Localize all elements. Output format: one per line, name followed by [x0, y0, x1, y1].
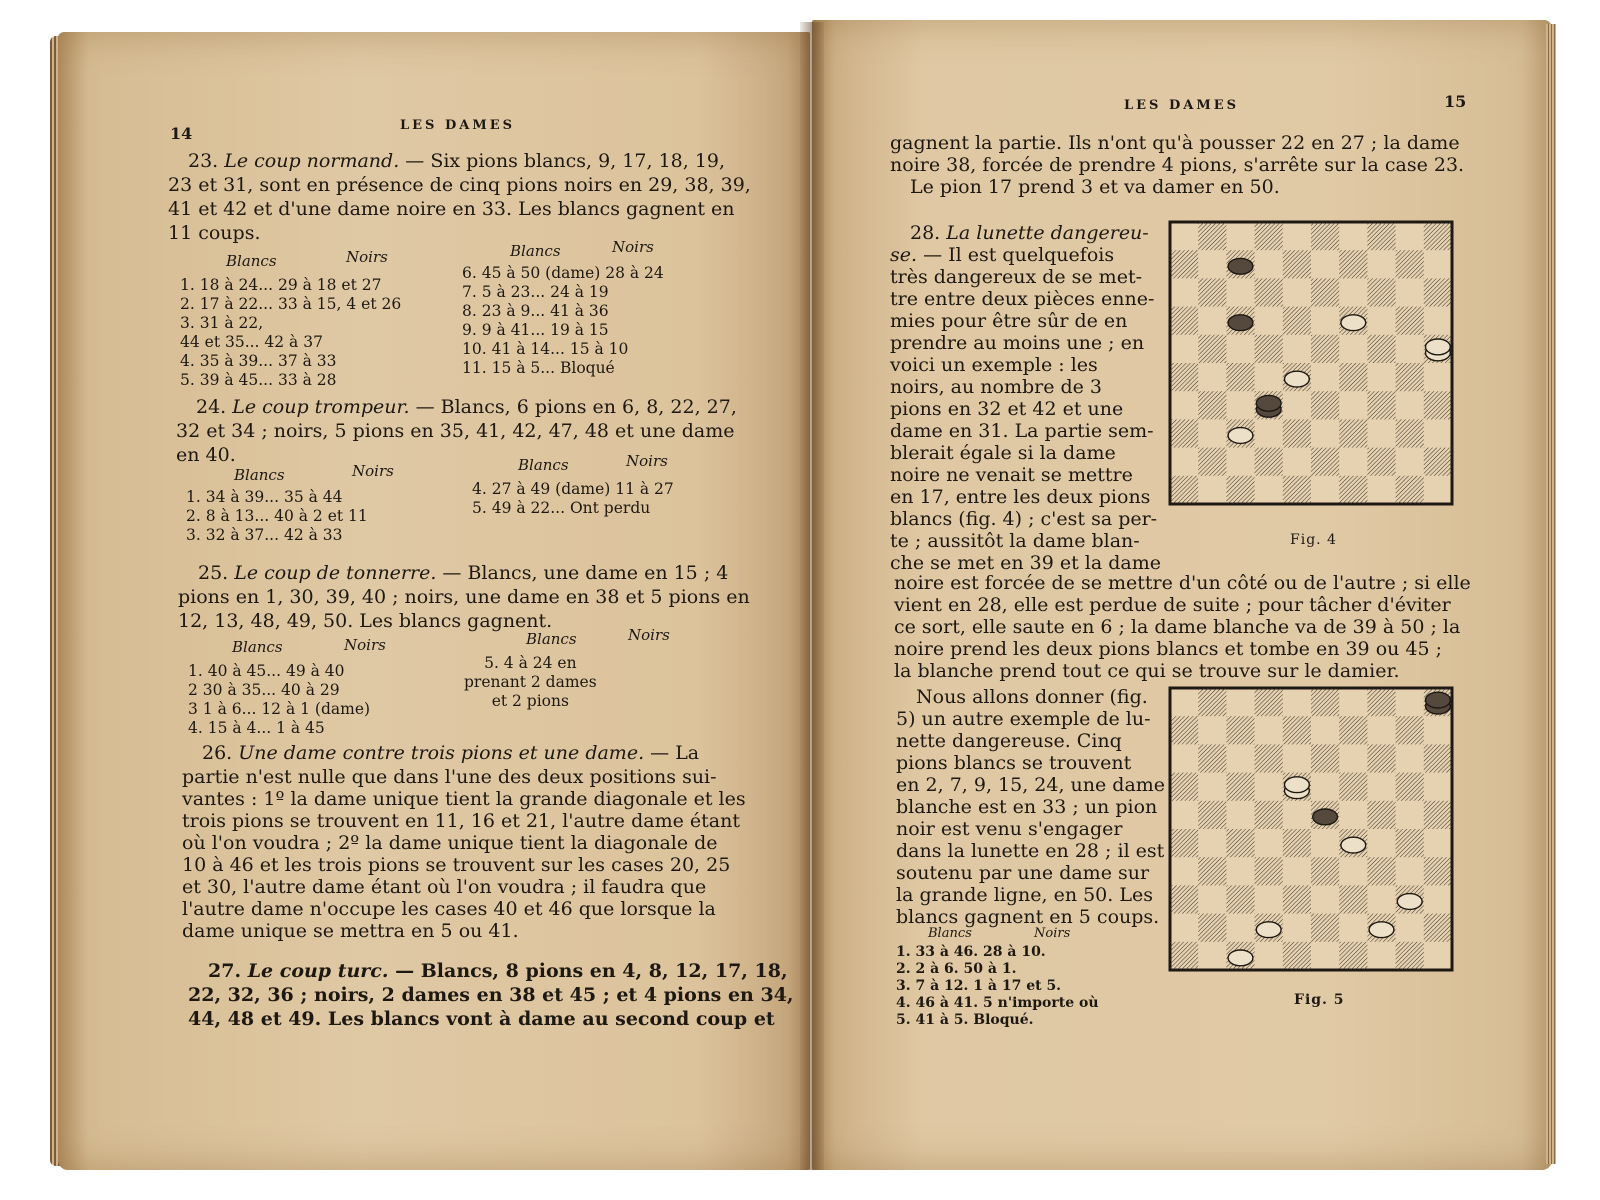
black-king-piece [1256, 395, 1281, 411]
s28-line1 [910, 222, 1149, 244]
s24-line2: 32 et 34 ; noirs, 5 pions en 35, 41, 42, 47, 48 et une dame [176, 420, 735, 442]
s24-move-1: 1. 34 à 39... 35 à 44 [186, 488, 343, 506]
fig5-moves [896, 944, 1099, 1029]
fig5-line-5: blanche est en 33 ; un pion [896, 796, 1158, 818]
s26-line2: partie n'est nulle que dans l'une des deux positions sui- [182, 766, 717, 788]
white-pawn-piece [1256, 922, 1281, 938]
s25-move-1: 1. 40 à 45... 49 à 40 [188, 662, 345, 680]
fig5-line-8: soutenu par une dame sur [896, 862, 1150, 884]
dark-square [1170, 419, 1198, 447]
s25-move-2: 2 30 à 35... 40 à 29 [188, 681, 340, 699]
dark-square [1424, 278, 1452, 306]
s28-narrow-0-text: — Il est quelquefois [923, 244, 1115, 266]
fig5-text [896, 686, 1165, 928]
s28-narrow-0 [890, 244, 1161, 266]
s25-move-5c: et 2 pions [491, 692, 569, 710]
s23-line3: 41 et 42 et d'une dame noire en 33. Les blancs gagnent en [168, 198, 735, 220]
s23-col-blancs-2: Blancs [510, 242, 561, 260]
s23-move-2: 2. 17 à 22... 33 à 15, 4 et 26 [180, 295, 402, 313]
s24-moves-right [472, 480, 674, 518]
s28-wide [894, 572, 1471, 682]
s23-move-8: 8. 23 à 9... 41 à 36 [462, 302, 609, 320]
s24-col-blancs: Blancs [234, 466, 285, 484]
s28-wide-4: la blanche prend tout ce qui se trouve sur le damier. [894, 660, 1400, 682]
s23-col-noirs: Noirs [346, 248, 388, 266]
black-king-piece [1425, 692, 1450, 708]
fig5-move-4: 4. 46 à 41. 5 n'importe où [896, 995, 1099, 1011]
dark-square [1424, 222, 1452, 250]
s25-line1 [198, 562, 728, 584]
s25-line3: 12, 13, 48, 49, 50. Les blancs gagnent. [178, 610, 553, 632]
right-page-number: 15 [1444, 92, 1467, 111]
fig5-move-3: 3. 7 à 12. 1 à 17 et 5. [896, 978, 1062, 994]
s23-number: 23. [188, 150, 219, 172]
s25-move-3: 3 1 à 6... 12 à 1 (dame) [188, 700, 371, 718]
s26-line1-rest: — La [644, 742, 700, 764]
s24-col-noirs: Noirs [352, 462, 394, 480]
s27-line2: 22, 32, 36 ; noirs, 2 dames en 38 et 45 ; et 4 pions en 34, [188, 984, 794, 1006]
dark-square [1283, 716, 1311, 744]
dark-square [1170, 942, 1198, 970]
dark-square [1311, 688, 1339, 716]
s23-col-noirs-2: Noirs [612, 238, 654, 256]
s28-narrow-10: noire ne venait se mettre [890, 464, 1133, 486]
s25-title: Le coup de tonnerre. [234, 562, 437, 584]
s23-line2: 23 et 31, sont en présence de cinq pions noirs en 29, 38, 39, [168, 174, 751, 196]
dark-square [1226, 885, 1254, 913]
s28-wide-2: ce sort, elle saute en 6 ; la dame blanche va de 39 à 50 ; la [894, 616, 1461, 638]
checkers-board-fig5 [1166, 684, 1456, 974]
s24-move-3: 3. 32 à 37... 42 à 33 [186, 526, 343, 544]
s28-narrow-11: en 17, entre les deux pions [890, 486, 1151, 508]
dark-square [1198, 391, 1226, 419]
dark-square [1424, 391, 1452, 419]
s25-move-4: 4. 15 à 4... 1 à 45 [188, 719, 325, 737]
s23-move-11: 11. 15 à 5... Bloqué [462, 359, 615, 377]
white-pawn-piece [1397, 894, 1422, 910]
s28-number: 28. [910, 222, 941, 244]
s23-move-5: 5. 39 à 45... 33 à 28 [180, 371, 337, 389]
s23-move-9: 9. 9 à 41... 19 à 15 [462, 321, 609, 339]
dark-square [1255, 857, 1283, 885]
s26-line3: vantes : 1º la dame unique tient la grande diagonale et les [182, 788, 746, 810]
dark-square [1255, 801, 1283, 829]
s27-number: 27. [208, 960, 242, 982]
dark-square [1255, 744, 1283, 772]
top-lines [890, 132, 1464, 198]
s28-narrow-12: blancs (fig. 4) ; c'est sa per- [890, 508, 1158, 530]
black-pawn-piece [1313, 809, 1338, 825]
dark-square [1226, 773, 1254, 801]
dark-square [1170, 363, 1198, 391]
s24-line1 [196, 396, 737, 418]
dark-square [1367, 335, 1395, 363]
s23-move-10: 10. 41 à 14... 15 à 10 [462, 340, 629, 358]
s25-move-5b: prenant 2 dames [464, 673, 597, 691]
dark-square [1226, 363, 1254, 391]
black-pawn-piece [1228, 258, 1253, 274]
dark-square [1311, 335, 1339, 363]
s28-narrow-8: dame en 31. La partie sem- [890, 420, 1154, 442]
s26-line9: dame unique se mettra en 5 ou 41. [182, 920, 519, 942]
dark-square [1396, 942, 1424, 970]
fig5-caption: Fig. 5 [1294, 992, 1345, 1008]
left-running-head: LES DAMES [400, 118, 516, 133]
s26-line8: l'autre dame n'occupe les cases 40 et 46 que lorsque la [182, 898, 716, 920]
s23-move-3b: 44 et 35... 42 à 37 [180, 333, 323, 351]
dark-square [1424, 448, 1452, 476]
dark-square [1396, 829, 1424, 857]
dark-square [1311, 448, 1339, 476]
s26-number: 26. [202, 742, 233, 764]
s28-title-2: se. [890, 244, 918, 266]
s28-narrow-9: blerait égale si la dame [890, 442, 1116, 464]
fig5-line-6: noir est venu s'engager [896, 818, 1123, 840]
s23-title: Le coup normand. [224, 150, 400, 172]
s28-wide-0: noire est forcée de se mettre d'un côté ou de l'autre ; si elle [894, 572, 1471, 594]
board-svg [1166, 218, 1456, 508]
fig5-move-5: 5. 41 à 5. Bloqué. [896, 1012, 1034, 1028]
s24-line1-rest: — Blancs, 6 pions en 6, 8, 22, 27, [409, 396, 737, 418]
dark-square [1339, 942, 1367, 970]
s28-narrow-4: prendre au moins une ; en [890, 332, 1145, 354]
fig5-line-3: pions blancs se trouvent [896, 752, 1132, 774]
fig5-col-blancs: Blancs [928, 926, 972, 941]
left-page-number: 14 [170, 124, 193, 143]
s25-moves-right [464, 654, 597, 711]
s23-moves-right [462, 264, 664, 378]
right-page-edges [1546, 24, 1556, 1164]
dark-square [1311, 278, 1339, 306]
dark-square [1283, 307, 1311, 335]
dark-square [1367, 688, 1395, 716]
fig5-line-7: dans la lunette en 28 ; il est [896, 840, 1165, 862]
s23-move-7: 7. 5 à 23... 24 à 19 [462, 283, 609, 301]
fig5-line-10: blancs gagnent en 5 coups. [896, 906, 1160, 928]
dark-square [1424, 914, 1452, 942]
dark-square [1396, 476, 1424, 504]
s25-col-noirs-2: Noirs [628, 626, 670, 644]
white-pawn-piece [1341, 837, 1366, 853]
s26-line4: trois pions se trouvent en 11, 16 et 21, l'autre dame étant [182, 810, 740, 832]
white-pawn-piece [1284, 371, 1309, 387]
dark-square [1170, 885, 1198, 913]
s28-narrow-3: mies pour être sûr de en [890, 310, 1128, 332]
s27-line1 [208, 960, 788, 982]
s23-col-blancs: Blancs [226, 252, 277, 270]
s24-col-noirs-2: Noirs [626, 452, 668, 470]
dark-square [1170, 476, 1198, 504]
white-pawn-piece [1369, 922, 1394, 938]
s24-move-2: 2. 8 à 13... 40 à 2 et 11 [186, 507, 368, 525]
book-gutter [800, 22, 824, 1170]
s23-line1 [188, 150, 725, 172]
s27-line1-rest: — Blancs, 8 pions en 4, 8, 12, 17, 18, [388, 960, 788, 982]
dark-square [1396, 773, 1424, 801]
dark-square [1367, 744, 1395, 772]
s27-line3: 44, 48 et 49. Les blancs vont à dame au second coup et [188, 1008, 775, 1030]
dark-square [1198, 744, 1226, 772]
dark-square [1255, 335, 1283, 363]
dark-square [1339, 773, 1367, 801]
s24-col-blancs-2: Blancs [518, 456, 569, 474]
fig5-line-1: 5) un autre exemple de lu- [896, 708, 1151, 730]
s23-line4: 11 coups. [168, 222, 261, 244]
dark-square [1198, 222, 1226, 250]
dark-square [1396, 419, 1424, 447]
fig5-col-noirs: Noirs [1034, 926, 1071, 941]
dark-square [1226, 476, 1254, 504]
s26-lines [182, 766, 746, 942]
s26-line1 [202, 742, 699, 764]
fig5-line-0: Nous allons donner (fig. [916, 686, 1148, 708]
top-line-2: noire 38, forcée de prendre 4 pions, s'arrête sur la case 23. [890, 154, 1465, 176]
s28-narrow-7: pions en 32 et 42 et une [890, 398, 1124, 420]
s26-line6: 10 à 46 et les trois pions se trouvent sur les cases 20, 25 [182, 854, 731, 876]
white-king-piece [1425, 339, 1450, 355]
s28-narrow-1: très dangereux de se met- [890, 266, 1143, 288]
s28-narrow-13: te ; aussitôt la dame blan- [890, 530, 1140, 552]
dark-square [1339, 716, 1367, 744]
s23-move-3: 3. 31 à 22, [180, 314, 264, 332]
dark-square [1396, 716, 1424, 744]
s24-moves-left [186, 488, 368, 545]
s28-narrow [890, 244, 1161, 574]
s24-move-4: 4. 27 à 49 (dame) 11 à 27 [472, 480, 674, 498]
dark-square [1170, 250, 1198, 278]
dark-square [1367, 391, 1395, 419]
dark-square [1367, 278, 1395, 306]
s25-moves-left [188, 662, 370, 738]
fig5-line-2: nette dangereuse. Cinq [896, 730, 1122, 752]
white-pawn-piece [1228, 950, 1253, 966]
board-svg [1166, 684, 1456, 974]
dark-square [1367, 857, 1395, 885]
s28-title: La lunette dangereu- [946, 222, 1149, 244]
dark-square [1424, 801, 1452, 829]
fig5-line-9: la grande ligne, en 50. Les [896, 884, 1153, 906]
s24-number: 24. [196, 396, 227, 418]
white-king-piece [1284, 777, 1309, 793]
dark-square [1198, 688, 1226, 716]
dark-square [1424, 744, 1452, 772]
dark-square [1311, 914, 1339, 942]
dark-square [1283, 885, 1311, 913]
dark-square [1198, 857, 1226, 885]
top-line-1: gagnent la partie. Ils n'ont qu'à pousser 22 en 27 ; la dame [890, 132, 1460, 154]
dark-square [1170, 716, 1198, 744]
dark-square [1198, 278, 1226, 306]
dark-square [1198, 914, 1226, 942]
white-pawn-piece [1341, 315, 1366, 331]
dark-square [1226, 829, 1254, 857]
dark-square [1198, 801, 1226, 829]
white-pawn-piece [1228, 428, 1253, 444]
dark-square [1424, 857, 1452, 885]
s28-wide-1: vient en 28, elle est perdue de suite ; pour tâcher d'éviter [894, 594, 1451, 616]
dark-square [1283, 942, 1311, 970]
fig5-move-1: 1. 33 à 46. 28 à 10. [896, 944, 1046, 960]
s25-line1-rest: — Blancs, une dame en 15 ; 4 [436, 562, 729, 584]
checkers-board-fig4 [1166, 218, 1456, 508]
dark-square [1226, 716, 1254, 744]
fig4-caption: Fig. 4 [1290, 532, 1337, 548]
dark-square [1339, 419, 1367, 447]
dark-square [1339, 476, 1367, 504]
s26-line7: et 30, l'autre dame étant où l'on voudra ; il faudra que [182, 876, 707, 898]
dark-square [1198, 448, 1226, 476]
dark-square [1283, 476, 1311, 504]
dark-square [1255, 448, 1283, 476]
dark-square [1367, 222, 1395, 250]
s25-col-noirs: Noirs [344, 636, 386, 654]
dark-square [1367, 448, 1395, 476]
dark-square [1170, 773, 1198, 801]
s28-narrow-5: voici un exemple : les [890, 354, 1098, 376]
s27-title: Le coup turc. [247, 960, 389, 982]
dark-square [1396, 250, 1424, 278]
s23-line1-rest: — Six pions blancs, 9, 17, 18, 19, [399, 150, 726, 172]
s24-move-5: 5. 49 à 22... Ont perdu [472, 499, 651, 517]
s25-col-blancs: Blancs [232, 638, 283, 656]
s23-move-4: 4. 35 à 39... 37 à 33 [180, 352, 337, 370]
dark-square [1311, 391, 1339, 419]
dark-square [1283, 250, 1311, 278]
s25-move-5: 5. 4 à 24 en [484, 654, 577, 672]
dark-square [1255, 278, 1283, 306]
dark-square [1255, 688, 1283, 716]
fig5-move-2: 2. 2 à 6. 50 à 1. [896, 961, 1017, 977]
dark-square [1311, 222, 1339, 250]
s28-wide-3: noire prend les deux pions blancs et tombe en 39 ou 45 ; [894, 638, 1443, 660]
s25-number: 25. [198, 562, 229, 584]
s24-title: Le coup trompeur. [232, 396, 410, 418]
dark-square [1170, 829, 1198, 857]
s26-title: Une dame contre trois pions et une dame. [238, 742, 645, 764]
s23-move-1: 1. 18 à 24... 29 à 18 et 27 [180, 276, 382, 294]
s28-narrow-2: tre entre deux pièces enne- [890, 288, 1155, 310]
s24-line3: en 40. [176, 444, 236, 466]
dark-square [1198, 335, 1226, 363]
dark-square [1339, 250, 1367, 278]
black-pawn-piece [1228, 315, 1253, 331]
right-running-head: LES DAMES [1124, 98, 1240, 113]
s28-narrow-14: che se met en 39 et la dame [890, 552, 1161, 574]
s23-moves-left [180, 276, 401, 390]
s23-move-6: 6. 45 à 50 (dame) 28 à 24 [462, 264, 664, 282]
dark-square [1255, 222, 1283, 250]
s25-line2: pions en 1, 30, 39, 40 ; noirs, une dame en 38 et 5 pions en [178, 586, 750, 608]
dark-square [1283, 829, 1311, 857]
dark-square [1283, 419, 1311, 447]
dark-square [1367, 801, 1395, 829]
dark-square [1396, 363, 1424, 391]
s26-line5: où l'on voudra ; 2º la dame unique tient la diagonale de [182, 832, 718, 854]
dark-square [1311, 744, 1339, 772]
dark-square [1170, 307, 1198, 335]
fig5-line-4: en 2, 7, 9, 15, 24, une dame [896, 774, 1166, 796]
dark-square [1396, 307, 1424, 335]
s28-narrow-6: noirs, au nombre de 3 [890, 376, 1103, 398]
s25-col-blancs-2: Blancs [526, 630, 577, 648]
dark-square [1311, 857, 1339, 885]
dark-square [1339, 885, 1367, 913]
dark-square [1339, 363, 1367, 391]
top-line-3: Le pion 17 prend 3 et va damer en 50. [910, 176, 1280, 198]
